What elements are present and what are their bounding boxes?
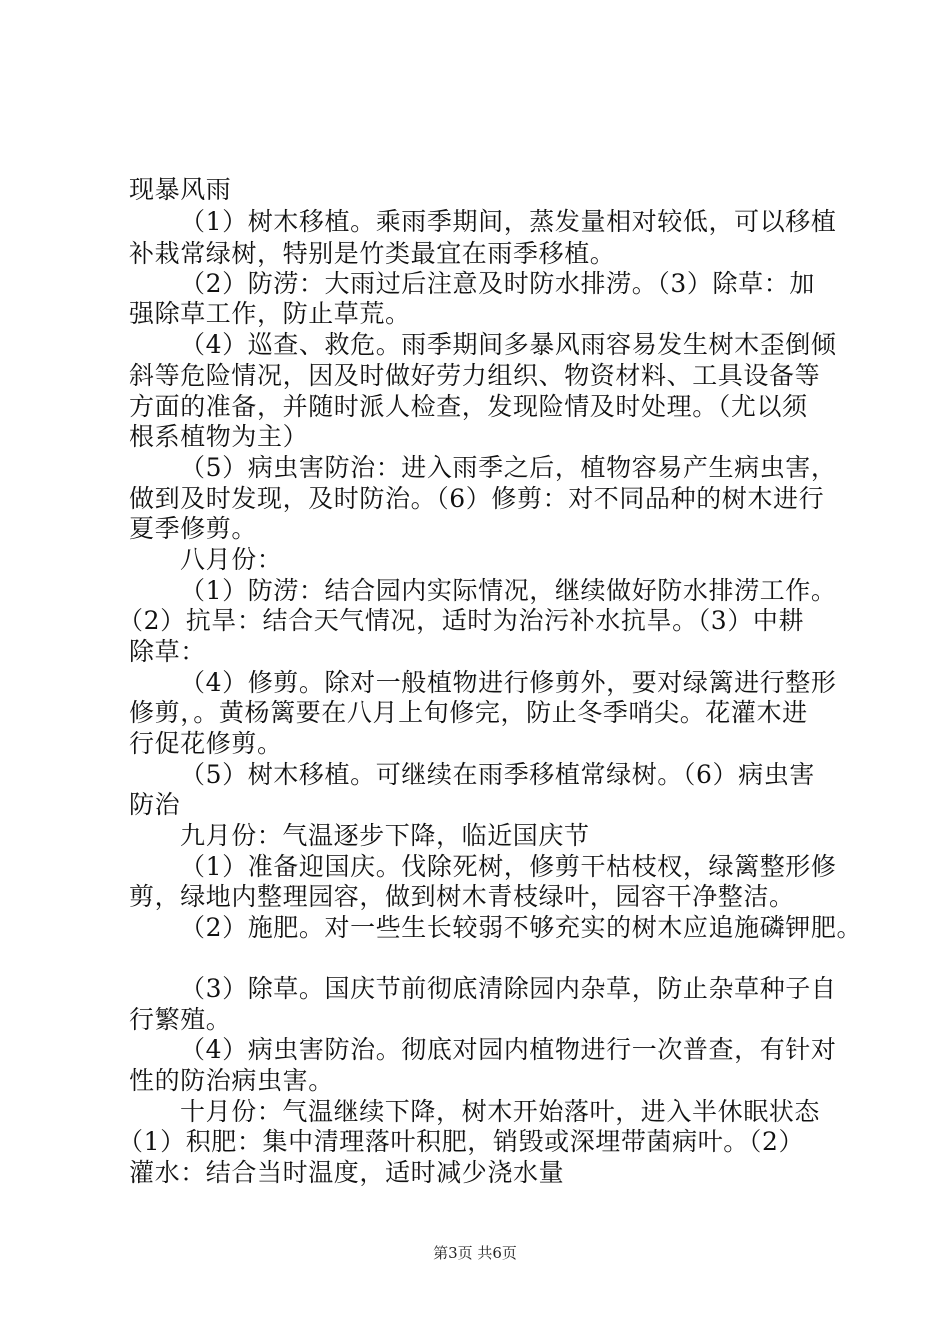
- text-line: （1）准备迎国庆。伐除死树，修剪干枯枝杈，绿篱整形修: [180, 852, 837, 881]
- text-line: （1）树木移植。乘雨季期间，蒸发量相对较低，可以移植: [180, 207, 837, 236]
- text-line: 八月份：: [180, 545, 283, 574]
- text-line: 剪，绿地内整理园容，做到树木青枝绿叶，园容干净整洁。: [129, 882, 795, 911]
- text-line: （5）病虫害防治：进入雨季之后，植物容易产生病虫害，: [180, 453, 837, 482]
- text-line: （2）抗旱：结合天气情况，适时为治污补水抗旱。（3）中耕: [118, 606, 805, 635]
- text-line: 行繁殖。: [129, 1005, 232, 1034]
- text-line: 九月份：气温逐步下降，临近国庆节: [180, 821, 590, 850]
- text-line: 根系植物为主）: [129, 422, 309, 451]
- text-line: 斜等危险情况，因及时做好劳力组织、物资材料、工具设备等: [129, 361, 821, 390]
- text-line: 灌水：结合当时温度，适时减少浇水量: [129, 1158, 565, 1187]
- text-line: 十月份：气温继续下降，树木开始落叶，进入半休眠状态: [180, 1097, 821, 1126]
- text-line: 做到及时发现，及时防治。（6）修剪：对不同品种的树木进行: [129, 484, 825, 513]
- text-line: 行促花修剪。: [129, 729, 283, 758]
- text-line: （2）施肥。对一些生长较弱不够充实的树木应追施磷钾肥。: [180, 913, 863, 942]
- text-line: 夏季修剪。: [129, 514, 258, 543]
- text-line: （4）巡查、救危。雨季期间多暴风雨容易发生树木歪倒倾: [180, 330, 837, 359]
- text-line: （1）防涝：结合园内实际情况，继续做好防水排涝工作。: [180, 576, 837, 605]
- text-line: 强除草工作，防止草荒。: [129, 299, 411, 328]
- text-line: 除草：: [129, 637, 206, 666]
- text-line: （1）积肥：集中清理落叶积肥，销毁或深埋带菌病叶。（2）: [118, 1127, 805, 1156]
- page-number-footer: 第3页 共6页: [433, 1244, 517, 1262]
- text-line: 修剪，。黄杨篱要在八月上旬修完，防止冬季哨尖。花灌木进: [129, 698, 808, 727]
- text-line: 现暴风雨: [129, 175, 232, 204]
- text-line: （2）防涝：大雨过后注意及时防水排涝。（3）除草：加: [180, 269, 815, 298]
- text-line: 性的防治病虫害。: [129, 1066, 334, 1095]
- text-line: （5）树木移植。可继续在雨季移植常绿树。（6）病虫害: [180, 760, 815, 789]
- text-line: （3）除草。国庆节前彻底清除园内杂草，防止杂草种子自: [180, 974, 837, 1003]
- text-line: 方面的准备，并随时派人检查，发现险情及时处理。（尤以须: [129, 392, 808, 421]
- text-line: （4）病虫害防治。彻底对园内植物进行一次普查，有针对: [180, 1035, 837, 1064]
- text-line: 防治: [129, 790, 181, 819]
- text-line: （4）修剪。除对一般植物进行修剪外，要对绿篱进行整形: [180, 668, 837, 697]
- text-line: 补栽常绿树，特别是竹类最宜在雨季移植。: [129, 239, 616, 268]
